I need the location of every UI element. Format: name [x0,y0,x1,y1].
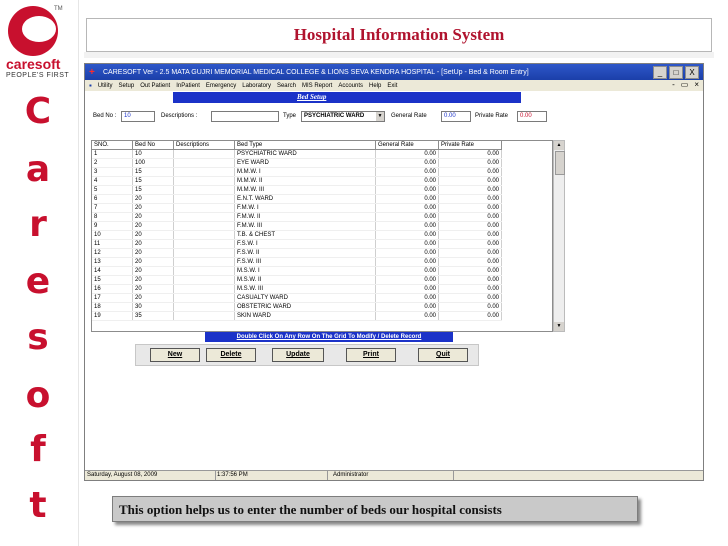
table-cell [174,177,235,186]
col-descriptions[interactable]: Descriptions [174,141,235,150]
app-window [84,63,704,481]
vertical-letter: s [27,317,49,358]
table-cell: 0.00 [376,150,439,159]
table-cell: 0.00 [376,159,439,168]
form-title-band [173,92,521,103]
table-row[interactable] [92,177,502,186]
mdi-restore-button[interactable]: ▭ [680,80,689,89]
table-cell: 20 [133,240,174,249]
table-cell [174,195,235,204]
table-cell: 20 [133,276,174,285]
grid-scrollbar[interactable] [553,140,565,332]
table-cell: F.S.W. I [235,240,376,249]
table-cell: 20 [133,285,174,294]
grid-hint: Double Click On Any Row On The Grid To Modify / Delete Record [205,332,453,342]
table-cell: 0.00 [376,249,439,258]
logo-wordmark: caresoft [6,56,61,72]
menu-out-patient[interactable]: Out Patient [140,82,171,89]
table-cell: F.M.W. III [235,222,376,231]
table-cell: 0.00 [376,267,439,276]
status-date: Saturday, August 08, 2009 [85,471,216,480]
table-cell: 0.00 [376,231,439,240]
maximize-button[interactable]: □ [669,66,683,79]
table-cell: 20 [133,204,174,213]
menu-mis-report[interactable]: MIS Report [301,82,333,89]
table-cell [174,150,235,159]
table-cell: 8 [92,213,133,222]
table-cell: 35 [133,312,174,321]
menu-app-icon: ▪ [89,81,92,90]
table-cell [174,258,235,267]
bed-no-input[interactable]: 10 [121,111,155,122]
table-cell: 0.00 [439,168,502,177]
vertical-letter: f [30,429,46,470]
vertical-letter: t [29,485,47,526]
table-cell: E.N.T. WARD [235,195,376,204]
table-row[interactable] [92,186,502,195]
table-cell: 0.00 [439,195,502,204]
table-cell: 0.00 [439,249,502,258]
table-cell: 15 [133,177,174,186]
private-rate-input[interactable]: 0.00 [517,111,547,122]
table-row[interactable] [92,249,502,258]
general-rate-input[interactable]: 0.00 [441,111,471,122]
status-user: Administrator [331,471,454,480]
table-cell: 0.00 [439,303,502,312]
table-cell: 0.00 [376,168,439,177]
table-row[interactable] [92,195,502,204]
table-cell [174,231,235,240]
update-button[interactable]: Update [272,348,324,362]
table-cell: F.S.W. II [235,249,376,258]
table-cell: 0.00 [376,195,439,204]
table-cell: 0.00 [376,177,439,186]
scroll-up-icon[interactable]: ▲ [554,141,564,150]
table-cell: M.M.W. III [235,186,376,195]
status-bar [85,470,703,480]
menu-emergency[interactable]: Emergency [205,82,237,89]
table-cell: M.S.W. I [235,267,376,276]
table-cell: 0.00 [439,285,502,294]
table-cell: 0.00 [439,294,502,303]
table-cell: 20 [133,258,174,267]
table-cell: 0.00 [439,276,502,285]
table-row[interactable] [92,258,502,267]
table-cell: M.S.W. II [235,276,376,285]
action-bar [135,344,479,366]
table-cell: 0.00 [439,222,502,231]
table-cell [174,222,235,231]
table-cell: 0.00 [439,312,502,321]
col-bed-no[interactable]: Bed No [133,141,174,150]
table-row[interactable] [92,222,502,231]
menu-utility[interactable]: Utility [97,82,113,89]
table-cell: F.M.W. II [235,213,376,222]
header-divider [84,52,714,58]
table-cell: 0.00 [376,312,439,321]
table-cell: 0.00 [439,240,502,249]
table-row[interactable] [92,303,502,312]
descriptions-input[interactable] [211,111,279,122]
vertical-letter: r [29,204,47,245]
general-rate-label: General Rate [391,113,427,119]
table-row[interactable] [92,213,502,222]
trademark-label: TM [54,6,63,12]
vertical-letter: o [25,375,51,416]
table-cell: 0.00 [376,240,439,249]
type-label: Type [283,113,297,119]
table-cell: 11 [92,240,133,249]
col-sno[interactable]: SNO. [92,141,133,150]
table-cell: 0.00 [376,276,439,285]
table-cell: 16 [92,285,133,294]
table-cell: 0.00 [376,294,439,303]
table-cell: 10 [133,150,174,159]
table-cell: 0.00 [439,258,502,267]
table-cell: 19 [92,312,133,321]
table-cell [174,168,235,177]
table-cell: F.M.W. I [235,204,376,213]
table-cell: 0.00 [439,204,502,213]
table-cell: 6 [92,195,133,204]
mdi-close-button[interactable]: × [694,80,699,89]
slide-header [86,18,712,52]
menu-help[interactable]: Help [369,82,382,89]
table-cell: 0.00 [376,204,439,213]
table-row[interactable] [92,150,502,159]
bed-no-label: Bed No : [93,113,117,119]
table-cell: 10 [92,231,133,240]
scroll-down-icon[interactable]: ▼ [554,322,564,331]
slide-title: Hospital Information System [293,25,505,44]
menu-bar [85,80,703,91]
table-row[interactable] [92,285,502,294]
logo-tagline: PEOPLE'S FIRST [6,72,70,79]
table-row[interactable] [92,267,502,276]
table-cell: 20 [133,231,174,240]
table-cell [174,294,235,303]
table-cell: PSYCHIATRIC WARD [235,150,376,159]
table-cell: 4 [92,177,133,186]
table-cell: 20 [133,249,174,258]
quit-button[interactable]: Quit [418,348,468,362]
col-general-rate[interactable]: General Rate [376,141,439,150]
table-cell: 0.00 [439,267,502,276]
table-cell: 0.00 [439,150,502,159]
table-cell: 30 [133,303,174,312]
col-private-rate[interactable]: Private Rate [439,141,502,150]
table-cell [174,267,235,276]
menu-accounts[interactable]: Accounts [338,82,364,89]
table-cell: 0.00 [376,258,439,267]
table-row[interactable] [92,168,502,177]
col-bed-type[interactable]: Bed Type [235,141,376,150]
table-cell: 0.00 [376,285,439,294]
table-cell: 0.00 [376,213,439,222]
bed-table-body [92,150,502,321]
table-cell [174,303,235,312]
table-cell: 15 [133,186,174,195]
table-row[interactable] [92,204,502,213]
table-cell [174,312,235,321]
menu-laboratory[interactable]: Laboratory [242,82,271,89]
private-rate-label: Private Rate [475,113,509,119]
type-select-value: PSYCHIATRIC WARD [304,113,365,119]
table-cell [174,213,235,222]
table-cell: 5 [92,186,133,195]
table-row[interactable] [92,159,502,168]
table-cell: 17 [92,294,133,303]
table-cell: 7 [92,204,133,213]
table-cell: F.S.W. III [235,258,376,267]
table-cell: 0.00 [439,177,502,186]
table-row[interactable] [92,240,502,249]
bed-table [92,141,502,321]
window-controls [653,66,699,79]
table-cell: 20 [133,267,174,276]
table-cell: 0.00 [439,186,502,195]
vertical-letter: a [25,149,51,190]
table-cell: T.B. & CHEST [235,231,376,240]
table-cell: 3 [92,168,133,177]
menu-inpatient[interactable]: InPatient [176,82,200,89]
table-row[interactable] [92,276,502,285]
table-cell: 15 [133,168,174,177]
table-cell: 0.00 [376,303,439,312]
table-cell: 20 [133,195,174,204]
table-cell: 1 [92,150,133,159]
table-cell: 0.00 [439,159,502,168]
table-cell [174,249,235,258]
brand-sidebar [0,0,79,546]
table-cell [174,276,235,285]
vertical-letter: C [24,91,52,132]
table-cell: M.M.W. I [235,168,376,177]
table-cell [174,204,235,213]
window-titlebar [85,64,703,80]
table-row[interactable] [92,294,502,303]
scroll-thumb[interactable] [555,151,565,175]
entry-fields [91,111,697,125]
table-cell [174,240,235,249]
table-cell: 0.00 [376,186,439,195]
mdi-controls [672,80,699,89]
table-cell [174,186,235,195]
slide-caption: This option helps us to enter the number of beds our hospital consists [112,496,638,522]
table-cell: 14 [92,267,133,276]
table-cell: 0.00 [376,222,439,231]
table-cell: M.S.W. III [235,285,376,294]
table-cell: SKIN WARD [235,312,376,321]
descriptions-label: Descriptions : [161,113,198,119]
window-title: CARESOFT Ver - 2.5 MATA GUJRI MEMORIAL MEDICAL COLLEGE & LIONS SEVA KENDRA HOSPITAL - [SetUp - Bed & Room Entry] [103,68,529,76]
table-cell: 18 [92,303,133,312]
table-cell: 9 [92,222,133,231]
table-cell: 20 [133,294,174,303]
table-row[interactable] [92,312,502,321]
menu-setup[interactable]: Setup [118,82,135,89]
table-row[interactable] [92,231,502,240]
table-cell: 12 [92,249,133,258]
table-cell: 13 [92,258,133,267]
vertical-letter: e [25,261,51,302]
menu-search[interactable]: Search [276,82,296,89]
menu-exit[interactable]: Exit [387,82,398,89]
table-cell: EYE WARD [235,159,376,168]
table-cell: 0.00 [439,231,502,240]
logo-mark-cutout [22,16,56,42]
app-icon: + [89,67,95,78]
form-title: Bed Setup [297,93,327,101]
table-cell: 15 [92,276,133,285]
mdi-minimize-button[interactable]: - [672,80,675,89]
status-time: 1:37:56 PM [215,471,328,480]
table-cell: 100 [133,159,174,168]
table-cell: CASUALTY WARD [235,294,376,303]
table-cell: 2 [92,159,133,168]
type-select[interactable] [301,111,385,122]
table-cell: 20 [133,222,174,231]
table-cell: OBSTETRIC WARD [235,303,376,312]
new-button[interactable]: New [150,348,200,362]
print-button[interactable]: Print [346,348,396,362]
table-cell: 0.00 [439,213,502,222]
table-cell [174,159,235,168]
delete-button[interactable]: Delete [206,348,256,362]
table-cell: M.M.W. II [235,177,376,186]
table-cell [174,285,235,294]
minimize-button[interactable]: _ [653,66,667,79]
chevron-down-icon[interactable]: ▼ [377,113,383,119]
close-button[interactable]: X [685,66,699,79]
bed-grid[interactable] [91,140,553,332]
table-cell: 20 [133,213,174,222]
